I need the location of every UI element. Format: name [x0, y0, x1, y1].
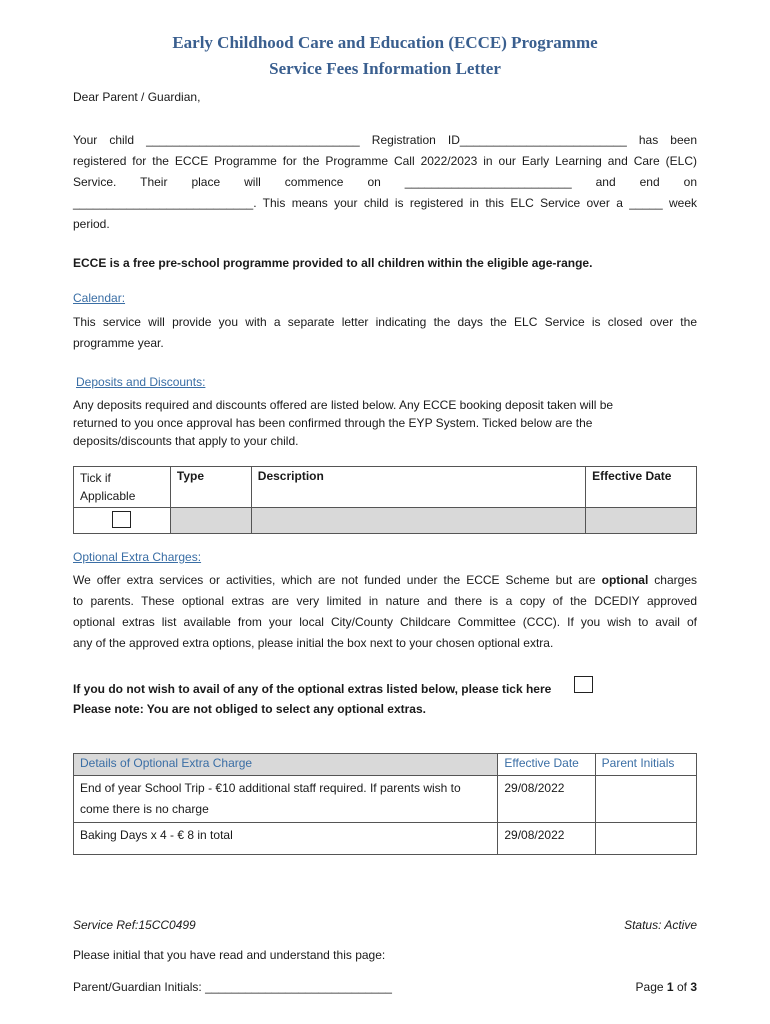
optional-line-2: to parents. These optional extras are very limited in nature and there is a copy of the DCEDIY approved	[73, 594, 697, 608]
col-effective-date: Effective Date	[586, 467, 697, 508]
col-effective-date: Effective Date	[498, 754, 595, 776]
intro-line-1: Your child ________________________________ Registration ID_________________________ has been	[73, 133, 697, 147]
deposits-line-2: returned to you once approval has been confirmed through the EYP System. Ticked below are the	[73, 416, 593, 430]
page-number	[636, 980, 697, 994]
optional-note: Please note: You are not obliged to select any optional extras.	[73, 702, 426, 716]
extra-date: 29/08/2022	[498, 776, 595, 823]
calendar-line-1: This service will provide you with a separate letter indicating the days the ELC Service is closed over the	[73, 315, 697, 329]
parent-initials-cell[interactable]	[595, 776, 696, 823]
intro-line-2: registered for the ECCE Programme for the Programme Call 2022/2023 in our Early Learning and Care (ELC)	[73, 154, 697, 168]
greeting: Dear Parent / Guardian,	[73, 90, 201, 104]
optional-line-3: optional extras list available from your local City/County Childcare Committee (CCC). If you wish to avail of	[73, 615, 697, 629]
deposit-description-cell	[251, 508, 585, 534]
page-of: of	[676, 980, 687, 994]
deposit-type-cell	[170, 508, 251, 534]
deposits-line-3: deposits/discounts that apply to your child.	[73, 434, 299, 448]
calendar-line-2: programme year.	[73, 336, 164, 350]
deposit-checkbox[interactable]	[112, 511, 131, 528]
table-row	[74, 776, 697, 823]
parent-initials-cell[interactable]	[595, 823, 696, 855]
page-subtitle: Service Fees Information Letter	[269, 59, 501, 78]
extra-detail: End of year School Trip - €10 additional staff required. If parents wish to come there is no charge	[74, 776, 498, 823]
calendar-heading: Calendar:	[73, 291, 126, 305]
optional-heading: Optional Extra Charges:	[73, 550, 202, 564]
intro-line-5: period.	[73, 217, 110, 231]
deposit-tick-cell	[74, 508, 171, 534]
col-details: Details of Optional Extra Charge	[74, 754, 498, 776]
col-parent-initials: Parent Initials	[595, 754, 696, 776]
deposits-heading: Deposits and Discounts:	[76, 375, 206, 389]
optional-emphasis: optional	[601, 573, 649, 587]
page-num: 1	[666, 980, 674, 994]
optional-line-1a: We offer extra services or activities, which are not funded under the ECCE Scheme but are	[73, 573, 602, 587]
service-ref: Service Ref:15CC0499	[73, 918, 196, 932]
deposit-date-cell	[586, 508, 697, 534]
extra-date: 29/08/2022	[498, 823, 595, 855]
page-total: 3	[690, 980, 697, 994]
optional-line-1	[73, 570, 697, 591]
status: Status: Active	[624, 918, 697, 932]
deposits-line-1: Any deposits required and discounts offered are listed below. Any ECCE booking deposit taken will be	[73, 398, 614, 412]
col-type: Type	[170, 467, 251, 508]
col-description: Description	[251, 467, 585, 508]
page-label: Page	[635, 980, 664, 994]
intro-line-3: Service. Their place will commence on _________________________ and end on	[73, 175, 697, 189]
no-optional-extras-checkbox[interactable]	[574, 676, 593, 693]
initials-line: Parent/Guardian Initials: ____________________________	[73, 980, 392, 994]
table-row	[74, 823, 697, 855]
optional-line-1c: charges	[648, 573, 697, 587]
optional-line-4: any of the approved extra options, please initial the box next to your chosen optional extra.	[73, 636, 554, 650]
intro-line-4: ___________________________. This means your child is registered in this ELC Service over a _____ week	[73, 196, 697, 210]
ecce-free-statement: ECCE is a free pre-school programme provided to all children within the eligible age-range.	[73, 256, 593, 270]
initial-prompt: Please initial that you have read and understand this page:	[73, 948, 386, 962]
extra-detail: Baking Days x 4 - € 8 in total	[74, 823, 498, 855]
page-title: Early Childhood Care and Education (ECCE) Programme	[172, 33, 598, 52]
deposits-table	[73, 466, 697, 534]
no-optional-extras-prompt: If you do not wish to avail of any of the optional extras listed below, please tick here	[73, 682, 552, 696]
col-tick-if-applicable: Tick if Applicable	[74, 467, 171, 508]
optional-extras-table	[73, 753, 697, 855]
